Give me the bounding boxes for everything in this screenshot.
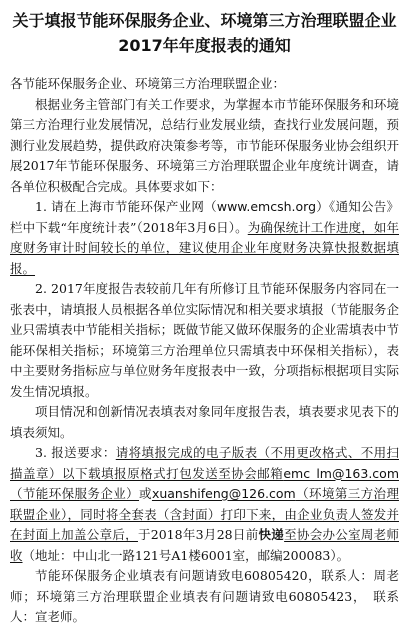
salutation: 各节能环保服务企业、环境第三方治理联盟企业： (10, 76, 286, 91)
item-3 (10, 443, 399, 566)
item-1-text-a: 1. 请在上海市节能环保产业网（ (35, 199, 217, 214)
email-link-emc[interactable]: emc_lm@163.com (283, 465, 399, 481)
item-1-url-link[interactable]: www.emcsh.org (216, 199, 317, 214)
paragraph-intro: 根据业务主管部门有关工作要求，为掌握本市节能环保服务和环境第三方治理行业发展情况，总结行业发展业绩，查找行业发展问题，预测行业发展趋势，提供政府决策参考等，市节能环保服务业协会组织开展2017年节能环保服务、环境第三方治理联盟企业年度统计调查，请各单位积极配合完成。具体要求如下： (10, 96, 399, 194)
item-3-deadline: 于2018年3月28日前 (137, 527, 259, 542)
item-3-note-2: （环境第三方治理联盟企业） (10, 486, 399, 522)
email-link-xuanshifeng[interactable]: xuanshifeng@126.com (151, 486, 296, 501)
item-3-note-1: （节能环保服务企业） (10, 486, 140, 501)
item-1-text-b: ）《通知公告》栏中下载“年度统计表”（2018年3月6日）。 (10, 199, 399, 235)
item-3-underlined-c: 至协会办公室周老师收 (10, 527, 399, 563)
paragraph-projects: 项目情况和创新情况表填表对象同年度报告表，填表要求见表下的填表须知。 (10, 404, 399, 440)
item-2: 2. 2017年度报告表较前几年有所修订且节能环保服务内容同在一张表中，请填报人员根据各单位实际情况和相关要求填报（节能服务企业只需填表中节能相关指标；既做节能又做环保服务的企业需填表中节能环保相关指标；环境第三方治理单位只需填表中环保相关指标），表中主要财务指标应与单位财务年度报表中一致，分项指标根据项目实际发生情况填报。 (10, 281, 399, 399)
item-1 (10, 197, 399, 279)
item-3-express-emphasis: 快递 (258, 527, 285, 542)
item-3-or: 或 (139, 486, 152, 501)
document-title (10, 8, 399, 58)
item-3-label: 3. 报送要求： (35, 445, 116, 460)
item-1-underlined-note: 为确保统计工作进度，如年度财务审计时间较长的单位，建议使用企业年度财务决算快报数据填报。 (10, 219, 399, 276)
title-line-2: 2017年年度报表的通知 (118, 36, 291, 55)
contact-paragraph: 节能环保服务企业填表有问题请致电60805420，联系人：周老师；环境第三方治理联盟企业填表有问题请致电60805423， 联系人：宣老师。 (10, 568, 399, 624)
title-line-1: 关于填报节能环保服务企业、环境第三方治理联盟企业 (12, 11, 397, 30)
item-3-underlined-b: ，同时将全套表（含封面）打印下来，由企业负责人签发并在封面上加盖公章后， (10, 506, 399, 542)
item-3-address: （地址：中山北一路121号A1楼6001室，邮编200083）。 (22, 547, 350, 563)
item-3-underlined-a: 请将填报完成的电子版表（不用更改格式、不用扫描盖章）以下载填报原格式打包发送至协会邮箱 (10, 445, 399, 481)
